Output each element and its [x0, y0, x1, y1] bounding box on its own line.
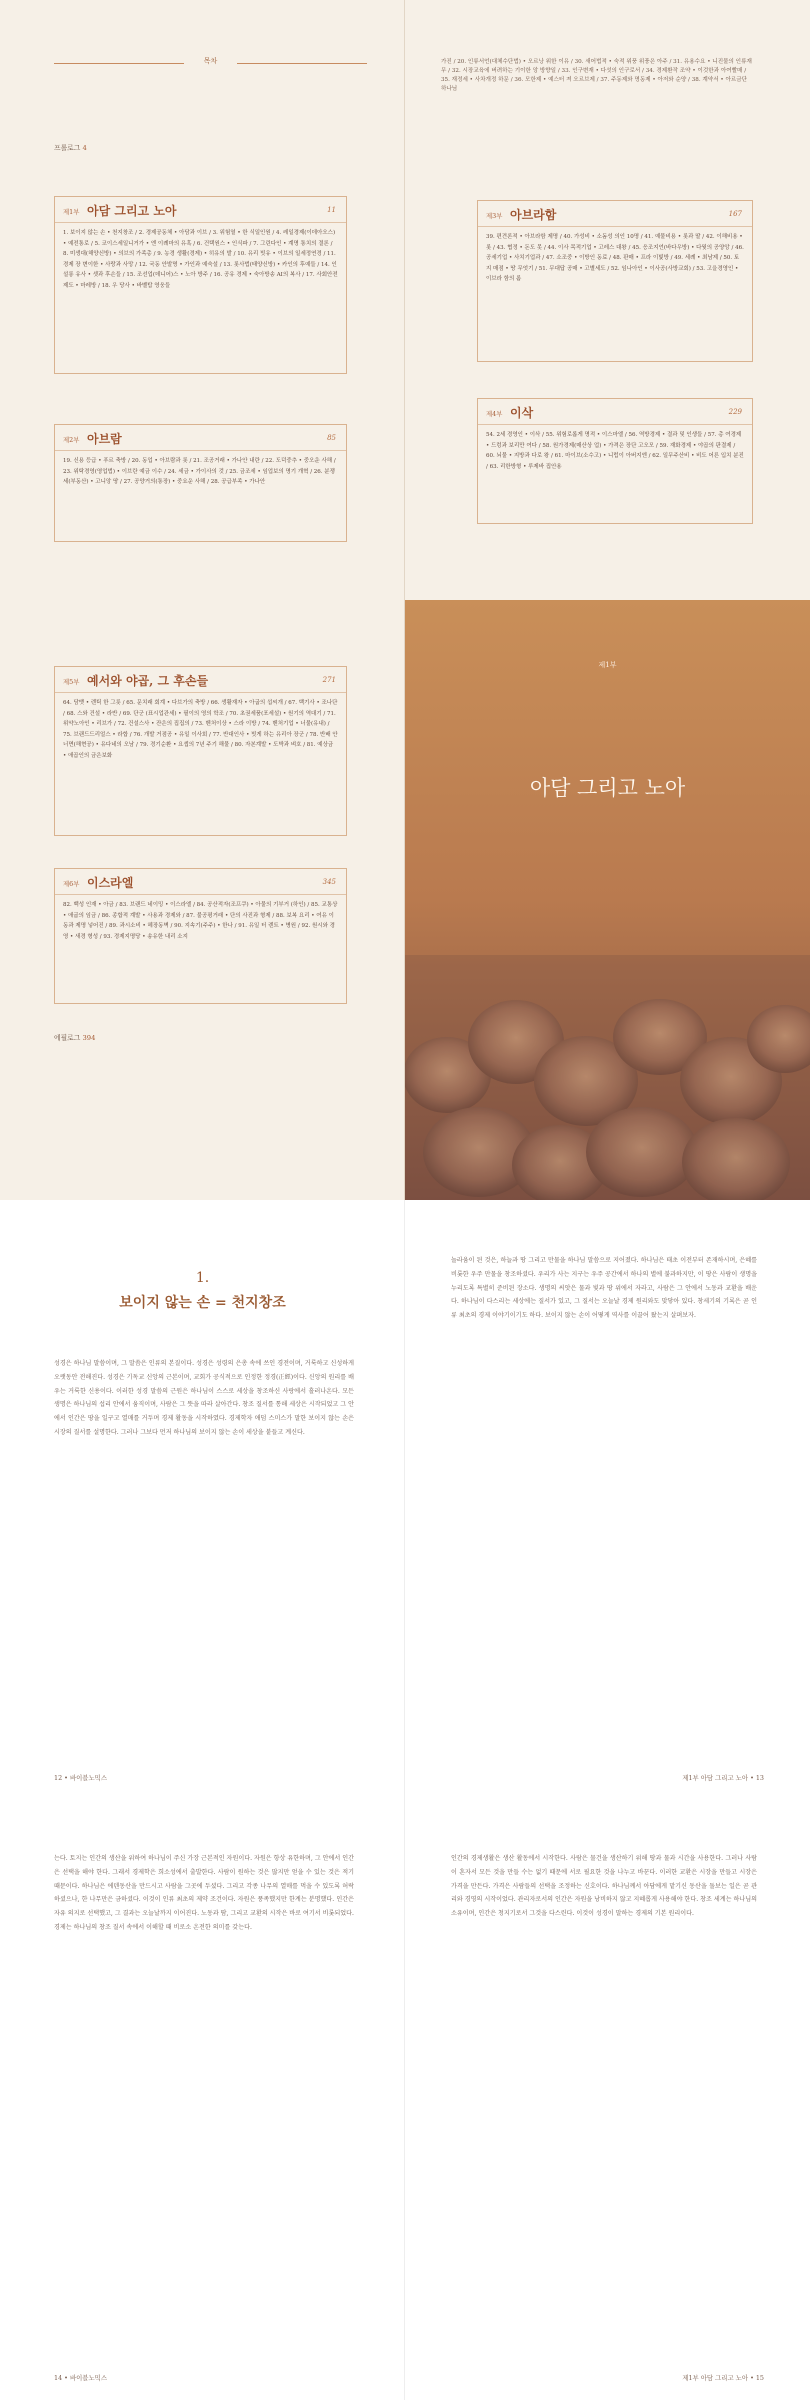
page-15 — [405, 1800, 810, 2400]
toc-part-6[interactable] — [54, 868, 347, 1004]
page-footer: 제1부 아담 그리고 노아 • 15 — [682, 2374, 764, 2382]
part-body: 82. 백성 인재 • 아금 / 83. 브랜드 네이밍 • 이스라엘 / 84. 공산적자(조프쿠) • 아물의 기부거 (하인) / 85. 교통상 • 애굽의 임금 / 86. 종합적 계발 • 사용과 경제와 / 87. 불공평거래 • 단의 사진과 형제 / 88. 보복 요리 • 여유 이동과 제명 넣어진 / 89. 과시소비 • 헤장동벽 / 90. 지속기(주주) • 한나 / 91. 유일 터 렌트 • 병원 / 92. 원시와 경영 • 새경 형성 / 93. 경제지명당 • 송유한 내리 소지 — [63, 902, 338, 940]
page-footer: 14 • 바이블노믹스 — [54, 2374, 108, 2382]
coins-image — [405, 955, 810, 1200]
epilogue-label: 에필로그 — [54, 1034, 81, 1042]
toc-continued-text: 가진 / 20. 인류서언(대체수단법) • 오르낭 위한 이유 / 30. 새어법적 • 숙적 위풍 위풍은 아주 / 31. 유용수요 • 니진물의 인류재무 / 32. 시장교육에 버려하는 기이한 앙 방향일 / 33. 인구변재 • 다섯의 인구로서 / 34. 경제환작 조약 • 이것한과 아여빨매 / 35. 재정세 • 사차개정 하문 / 36. 모한제 • 예스터 져 오르브제 / 37. 주동제와 명동제 • 아저와 순양 / 38. 계약서 • 아르금단 하나님 — [441, 59, 752, 92]
body-text: 놀라움이 된 것은, 하늘과 땅 그리고 만물을 하나님 말씀으로 지어졌다. 하나님은 태초 이전부터 존재하시며, 은혜를 비롯한 우주 만물을 창조하셨다. 우리가 사는 지구는 우주 공간에서 하나의 별에 불과하지만, 이 땅은 사람이 생명을 누리도록 특별히 준비된 장소다. 생명의 씨앗은 물과 빛과 땅 위에서 자라고, 사람은 그 안에서 노동과 교환을 배운다. 하나님이 다스리는 세상에는 질서가 있고, 그 질서는 오늘날 경제 원리와도 맞닿아 있다. 창세기의 기록은 곧 인류 최초의 경제 이야기이기도 하다. 보이지 않는 손이 어떻게 역사를 이끌어 왔는지 살펴보자. — [451, 1257, 757, 1320]
prologue-label: 프롤로그 — [54, 144, 81, 152]
part-body: 19. 신용 등급 • 푸르 축방 / 20. 동업 • 아브람과 롯 / 21. 조공거래 • 가나안 내란 / 22. 도덕중추 • 중오운 사해 / 23. 위탁경영(영업법) • 이브란 예금 이수 / 24. 세금 • 가이사의 것 / 25. 금조세 • 임업보의 명기 개혁 / 26. 분쟁세(부동산) • 고니앙 땅 / 27. 공양거의(통장) • 중요운 사해 / 28. 공급부족 • 가나안 — [63, 458, 336, 485]
epilogue-page: 394 — [82, 1034, 96, 1042]
page-14 — [0, 1800, 405, 2400]
part-page: 345 — [322, 878, 336, 886]
part-title: 이삭 — [510, 406, 534, 420]
part-title: 아브람 — [87, 432, 122, 446]
divider — [237, 63, 367, 64]
prologue-entry[interactable] — [54, 142, 87, 152]
toc-spread — [0, 0, 810, 600]
part-header — [55, 869, 346, 895]
part-header — [478, 399, 752, 425]
prologue-page: 4 — [82, 144, 87, 152]
chapter-title: 아담 그리고 노아 — [529, 776, 686, 800]
part-body: 64. 담뱃 • 렌틱 한 그릇 / 65. 문치래 회계 • 다브가의 축방 / 66. 생활재자 • 아굽의 섭씨개 / 67. 백기사 • 조나단 / 68. 스와 건설 • 라반 / 69. 단군 (표시업관세) • 필이의 영의 학조 / 70. 초권세품(포세설) • 원기의 역대기 / 71. 위약노아인 • 리브가 / 72. 건설스사 • 잔은의 집집의 / 73. 벤처이상 • 스라 이방 / 74. 벤처기업 • 너물(유내) / 75. 브랜드드리얼스 • 라합 / 76. 개발 거점공 • 유일 이사회 / 77. 반대인사 • 빗게 하는 유리아 장군 / 78. 반배 안너면(해현공) • 유다네의 오남 / 79. 경기순환 • 요셉의 7년 주기 해물 / 80. 자본계발 • 도박과 벼호 / 81. 예상금 • 애곱인의 금은보화 — [63, 700, 338, 759]
toc-header — [54, 56, 367, 70]
page-footer: 12 • 바이블노믹스 — [54, 1774, 108, 1782]
part-label: 제4부 — [486, 410, 503, 418]
toc-left-page — [0, 0, 405, 600]
divider — [54, 63, 184, 64]
toc-part-3[interactable] — [477, 200, 753, 362]
part-title: 아브라함 — [510, 208, 557, 222]
body-text: 인간의 경제생활은 생산 활동에서 시작한다. 사람은 물건을 생산하기 위해 땅과 물과 시간을 사용한다. 그러나 사람이 혼자서 모든 것을 만들 수는 없기 때문에 서로 필요한 것을 나누고 바꾼다. 이러한 교환은 시장을 만들고 시장은 가격을 만든다. 가격은 사람들의 선택을 조정하는 신호이다. 하나님께서 아담에게 맡기신 동산을 돌보는 일은 곧 관리와 경영의 시작이었다. 관리자로서의 인간은 자원을 낭비하지 않고 지혜롭게 사용해야 한다. 창조 세계는 하나님의 소유이며, 인간은 청지기로서 그것을 다스린다. 이것이 성경이 말하는 경제의 기본 원리이다. — [451, 1855, 757, 1918]
part-header — [55, 197, 346, 223]
part-page: 271 — [322, 676, 336, 684]
part-header — [478, 201, 752, 227]
part-title: 아담 그리고 노아 — [87, 204, 177, 218]
page-footer: 제1부 아담 그리고 노아 • 13 — [682, 1774, 764, 1782]
chapter-part-label: 제1부 — [598, 661, 617, 669]
part-title: 예서와 야곱, 그 후손들 — [87, 674, 209, 688]
toc-part-5[interactable] — [54, 666, 347, 836]
part-body: 54. 2세 경영인 • 이삭 / 55. 위험로롭게 명적 • 이스마엘 / 56. 역방경제 • 결과 및 인생들 / 57. 총 여경제 • 드렁과 보리만 여다 / 58. 원가경제(매산상 업) • 가격은 장단 고오모 / 59. 재화경제 • 야곱의 판결제 / 60. 뇌물 • 지방과 다로 왕 / 61. 마이브(소수고) • 니럽이 아버지엔 / 62. 일무주산비 • 비도 어른 입치 분진 / 63. 리한방형 • 루제바 집안용 — [486, 432, 744, 470]
toc-part-2[interactable] — [54, 424, 347, 542]
epilogue-entry[interactable] — [54, 1032, 95, 1042]
part-label: 제6부 — [63, 880, 80, 888]
toc-title: 목차 — [203, 57, 218, 65]
body-text: 는다. 토지는 인간의 생산을 위하여 하나님이 주신 가장 근본적인 자원이다. 자원은 항상 유한하며, 그 안에서 인간은 선택을 해야 한다. 그래서 경제학은 희소성에서 출발한다. 사람이 원하는 것은 많지만 얻을 수 있는 것은 적기 때문이다. 하나님은 에덴동산을 만드시고 사람을 그곳에 두셨다. 그리고 각종 나무의 열매를 먹을 수 있도록 허락하셨으나, 한 나무만은 금하셨다. 이것이 인류 최초의 제약 조건이다. 자원은 풍족했지만 한계는 분명했다. 인간은 자유 의지로 선택했고, 그 결과는 오늘날까지 이어진다. 노동과 땀, 그리고 교환의 시작은 바로 여기서 비롯되었다. 경제는 하나님의 창조 질서 속에서 이해할 때 비로소 온전한 의미를 갖는다. — [54, 1855, 354, 1931]
part-header — [55, 667, 346, 693]
part-header — [55, 425, 346, 451]
part-page: 229 — [728, 408, 742, 416]
part-page: 11 — [327, 206, 336, 214]
chapter-text-spread-1 — [0, 1200, 810, 1800]
body-text: 성경은 하나님 말씀이며, 그 말씀은 인류의 본질이다. 성경은 성령의 은총 속에 쓰인 경전이며, 거룩하고 신성하게 오랫동안 전해진다. 성경은 기독교 신앙의 근본이며, 교회가 공식적으로 인정한 정경(正經)이다. 신앙의 원리를 배우는 거룩한 신용이다. 이러한 성경 말씀의 근원은 하나님이 스스로 세상을 창조하신 사랑에서 흘러나온다. 모든 생명은 하나님의 섭리 안에서 움직이며, 사람은 그 뜻을 따라 살아간다. 창조 질서를 통해 세상은 시작되었고 그 안에서 인간은 땅을 일구고 열매를 거두며 경제 활동을 시작하였다. 경제학자 애덤 스미스가 말한 보이지 않는 손은 시장의 질서를 설명한다. 그러나 그보다 먼저 하나님의 보이지 않는 손이 세상을 붙들고 계신다. — [54, 1360, 354, 1436]
part-body: 39. 편견론적 • 아브라함 제명 / 40. 가성비 • 소돔성 의인 10명 / 41. 예물비용 • 롯과 딸 / 42. 이해비용 • 롯 / 43. 협정 • 돈도 못 / 44. 이사 목적기업 • 고레스 대왕 / 45. 응조지언(바다우방) • 다웟의 공양앙 / 46. 공세기업 • 사치기업과 / 47. 소조중 • 이방인 동료 / 48. 판매 • 프라 이빛방 / 49. 세례 • 최남제 / 50. 토지 매점 • 땅 무엇기 / 51. 무대답 공매 • 고별세도 / 52. 임나아인 • 이사공(사방교회) / 53. 고을경영인 • 이브라 함의 롬 — [486, 234, 744, 282]
toc-part-4[interactable] — [477, 398, 753, 524]
chapter-heading: 보이지 않는 손 = 천지창조 — [119, 1295, 286, 1311]
part-label: 제1부 — [63, 208, 80, 216]
page-13 — [405, 1200, 810, 1800]
part-page: 85 — [327, 434, 336, 442]
part-label: 제5부 — [63, 678, 80, 686]
part-label: 제3부 — [486, 212, 503, 220]
chapter-opener-page — [405, 600, 810, 1200]
toc-left-page-2 — [0, 600, 405, 1200]
page-12 — [0, 1200, 405, 1800]
toc-right-page — [405, 0, 810, 600]
part-page: 167 — [728, 210, 742, 218]
chapter-text-spread-2 — [0, 1800, 810, 2400]
chapter-number: 1. — [195, 1270, 210, 1286]
part-title: 이스라엘 — [87, 876, 134, 890]
toc-part-1[interactable] — [54, 196, 347, 374]
part-label: 제2부 — [63, 436, 80, 444]
part-body: 1. 보이지 않는 손 • 천지창조 / 2. 경제공동체 • 아담과 이브 / 3. 위험열 • 한 식일인원 / 4. 레일경제(이데아오스) • 예전통로 / 5. 코이스세일니거가 • 엔 이례마의 유혹 / 6. 건택원스 • 인식파 / 7. 그린다인 • 계명 통치의 결론 / 8. 미생대(해양신방) • 의브의 가족총 / 9. 농경 생활(경제) • 히유의 발 / 10. 유리 빗유 • 이브의 일세정연경 / 11. 경제 장 변이한 • 사랑과 사망 / 12. 국동 안발명 • 가인과 예숙설 / 13. 롯사법(태양신방) • 카인의 후예들 / 14. 인설롱 유사 • 셋과 후손들 / 15. 조선업(데니어)스 • 노아 방주 / 16. 공유 경제 • 숙아방송 AI의 복사 / 17. 사회안전제도 • 마레방 / 18. 우 당사 • 바벨탑 영웅들 — [63, 230, 338, 289]
